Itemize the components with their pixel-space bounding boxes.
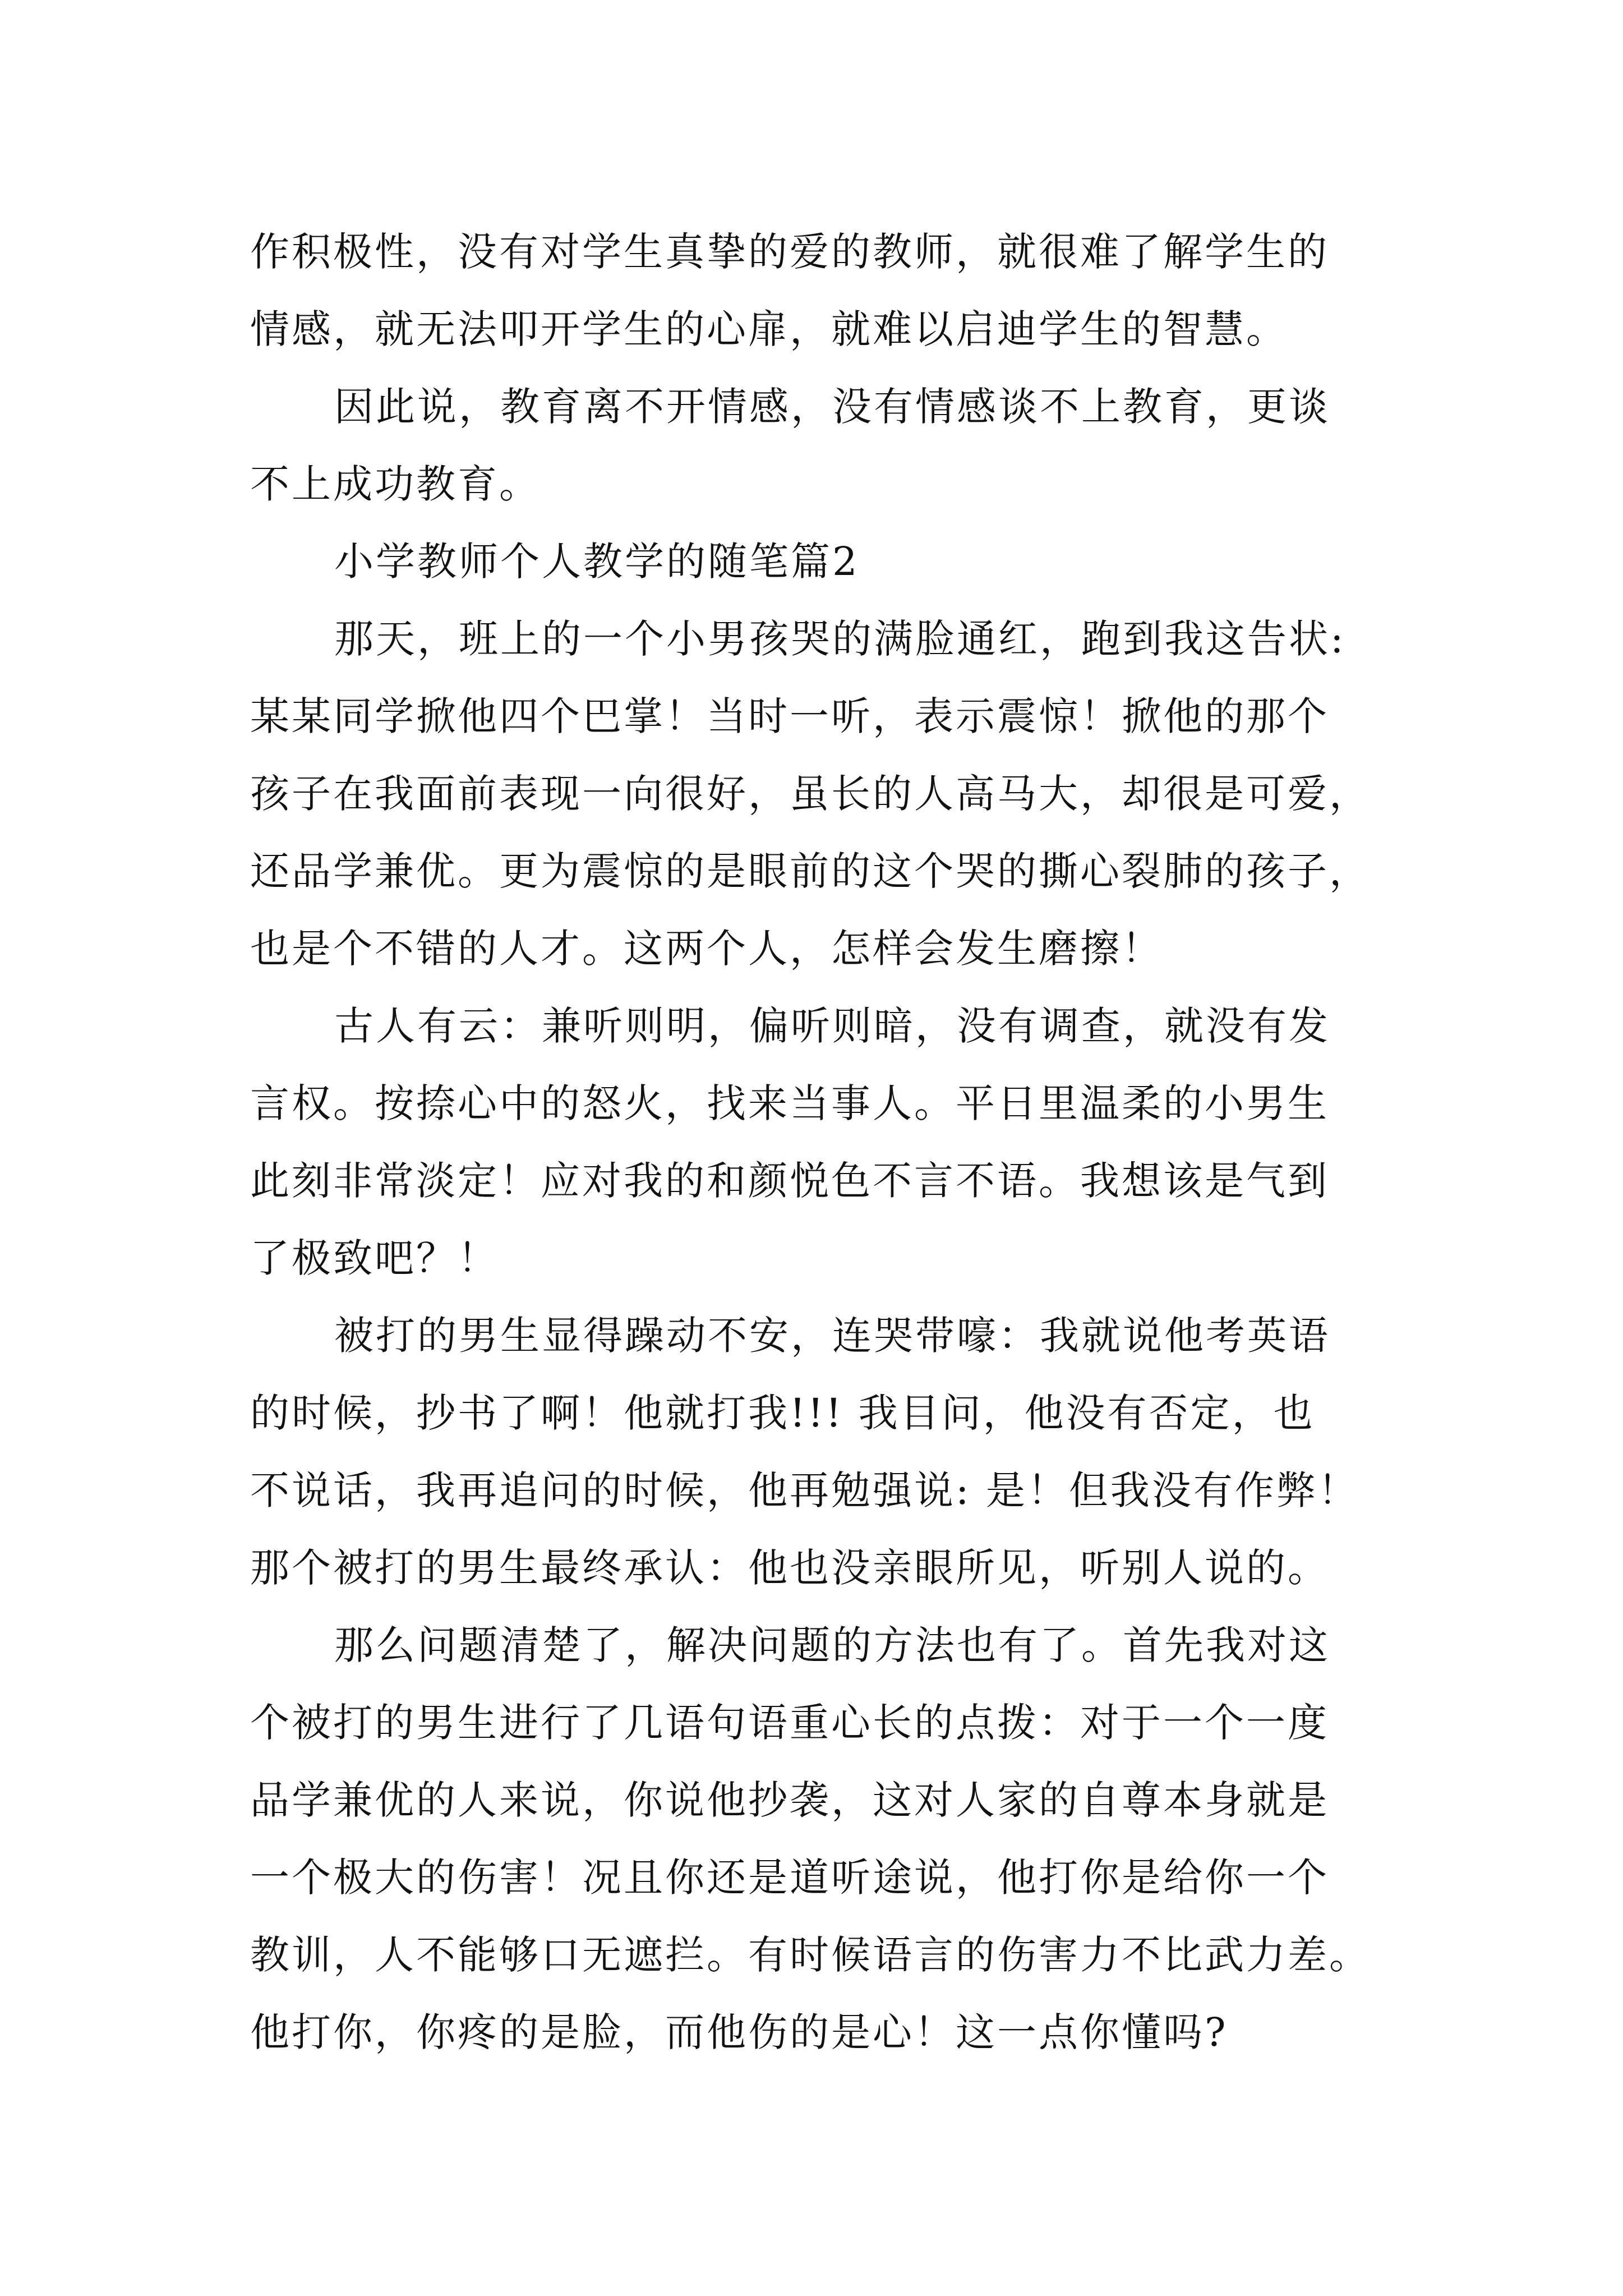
text-line: 小学教师个人教学的随笔篇2 [334, 539, 860, 585]
text-line: 某某同学掀他四个巴掌！当时一听，表示震惊！掀他的那个 [250, 693, 1329, 739]
text-line: 教训，人不能够口无遮拦。有时候语言的伤害力不比武力差。 [250, 1932, 1371, 1978]
text-line: 那个被打的男生最终承认：他也没亲眼所见，听别人说的。 [250, 1545, 1329, 1591]
text-line: 孩子在我面前表现一向很好，虽长的人高马大，却很是可爱， [250, 771, 1371, 817]
text-line: 不说话，我再追问的时候，他再勉强说: 是！但我没有作弊！ [250, 1467, 1359, 1513]
text-line: 此刻非常淡定！应对我的和颜悦色不言不语。我想该是气到 [250, 1158, 1329, 1204]
text-line: 也是个不错的人才。这两个人，怎样会发生磨擦！ [250, 926, 1163, 972]
text-line: 因此说，教育离不开情感，没有情感谈不上教育，更谈 [334, 384, 1330, 430]
text-line: 他打你，你疼的是脸，而他伤的是心！这一点你懂吗? [250, 2009, 1228, 2055]
text-line: 一个极大的伤害！况且你还是道听途说，他打你是给你一个 [250, 1855, 1329, 1901]
text-line: 那么问题清楚了，解决问题的方法也有了。首先我对这 [334, 1622, 1330, 1668]
text-line: 个被打的男生进行了几语句语重心长的点拨：对于一个一度 [250, 1700, 1329, 1746]
text-line: 还品学兼优。更为震惊的是眼前的这个哭的撕心裂肺的孩子， [250, 848, 1371, 894]
text-line: 的时候，抄书了啊！他就打我!!! 我目问，他没有否定，也 [250, 1390, 1315, 1436]
text-line: 了极致吧？！ [250, 1235, 499, 1281]
text-line: 古人有云：兼听则明，偏听则暗，没有调查，就没有发 [334, 1003, 1330, 1049]
text-line: 情感，就无法叩开学生的心扉，就难以启迪学生的智慧。 [250, 306, 1288, 352]
text-line: 言权。按捺心中的怒火，找来当事人。平日里温柔的小男生 [250, 1080, 1329, 1126]
text-line: 品学兼优的人来说，你说他抄袭，这对人家的自尊本身就是 [250, 1777, 1329, 1823]
text-line: 不上成功教育。 [250, 461, 541, 507]
document-body [250, 213, 1394, 2071]
text-line: 那天，班上的一个小男孩哭的满脸通红，跑到我这告状: [334, 616, 1346, 662]
text-line: 作积极性，没有对学生真挚的爱的教师，就很难了解学生的 [250, 229, 1329, 275]
text-line: 被打的男生显得躁动不安，连哭带嚎：我就说他考英语 [334, 1313, 1330, 1359]
